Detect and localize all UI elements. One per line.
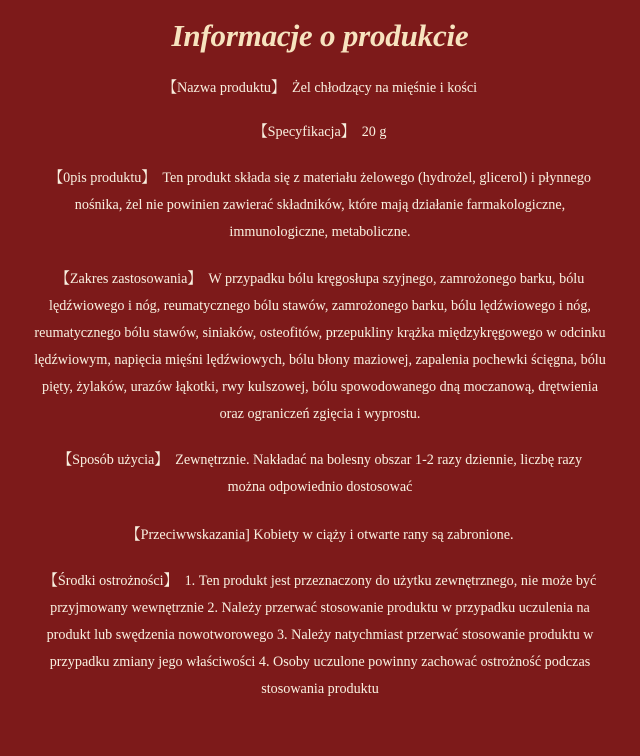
section-description <box>27 165 613 246</box>
section-contraindications-text: Kobiety w ciąży i otwarte rany są zabronione. <box>253 527 514 543</box>
section-usage-label: 【Sposób użycia】 <box>57 452 169 468</box>
section-product-name <box>27 75 613 102</box>
section-description-label: 【0pis produktu】 <box>48 170 156 186</box>
section-precautions <box>27 568 613 703</box>
section-usage <box>27 447 613 501</box>
section-scope-of-application <box>27 266 613 428</box>
section-contraindications <box>27 522 613 549</box>
section-usage-text: Zewnętrznie. Nakładać na bolesny obszar 1-2 razy dziennie, liczbę razy można odpowiednio dostosować <box>175 452 583 495</box>
section-product-name-text: Żel chłodzący na mięśnie i kości <box>291 80 478 96</box>
section-scope-text: W przypadku bólu kręgosłupa szyjnego, zamrożonego barku, bólu lędźwiowego i nóg, reumatycznego bólu stawów, zamrożonego barku, bólu lędźwiowego i nóg, reumatycznego bólu stawów, siniaków, osteofitów, przepukliny krążka międzykręgowego w odcinku lędźwiowym, napięcia mięśni lędźwiowych, bólu błony maziowej, zapalenia pochewki ścięgna, bólu pięty, żylaków, urazów łąkotki, rwy kulszowej, bólu spowodowanego dną moczanową, drętwienia oraz ograniczeń zgięcia i wyprostu. <box>34 271 606 422</box>
section-description-text: Ten produkt składa się z materiału żelowego (hydrożel, glicerol) i płynnego nośnika, żel nie powinien zawierać składników, które mają działanie farmakologiczne, immunologiczne, metaboliczne. <box>74 170 592 240</box>
sections-container <box>0 75 640 703</box>
section-product-name-label: 【Nazwa produktu】 <box>162 80 286 96</box>
section-contraindications-label: 【Przeciwwskazania] <box>126 527 250 543</box>
section-precautions-label: 【Środki ostrożności】 <box>43 573 178 589</box>
section-specification-text: 20 g <box>361 124 387 140</box>
section-specification-label: 【Specyfikacja】 <box>253 124 355 140</box>
section-precautions-text: 1. Ten produkt jest przeznaczony do użytku zewnętrznego, nie może być przyjmowany wewnętrznie 2. Należy przerwać stosowanie produktu w przypadku uczulenia na produkt lub swędzenia nowotworowego 3. Należy natychmiast przerwać stosowanie produktu w przypadku zmiany jego właściwości 4. Osoby uczulone powinny zachować ostrożność podczas stosowania produktu <box>46 573 597 697</box>
section-specification <box>27 119 613 146</box>
page-title: Informacje o produkcie <box>171 18 469 53</box>
section-scope-label: 【Zakres zastosowania】 <box>55 271 202 287</box>
